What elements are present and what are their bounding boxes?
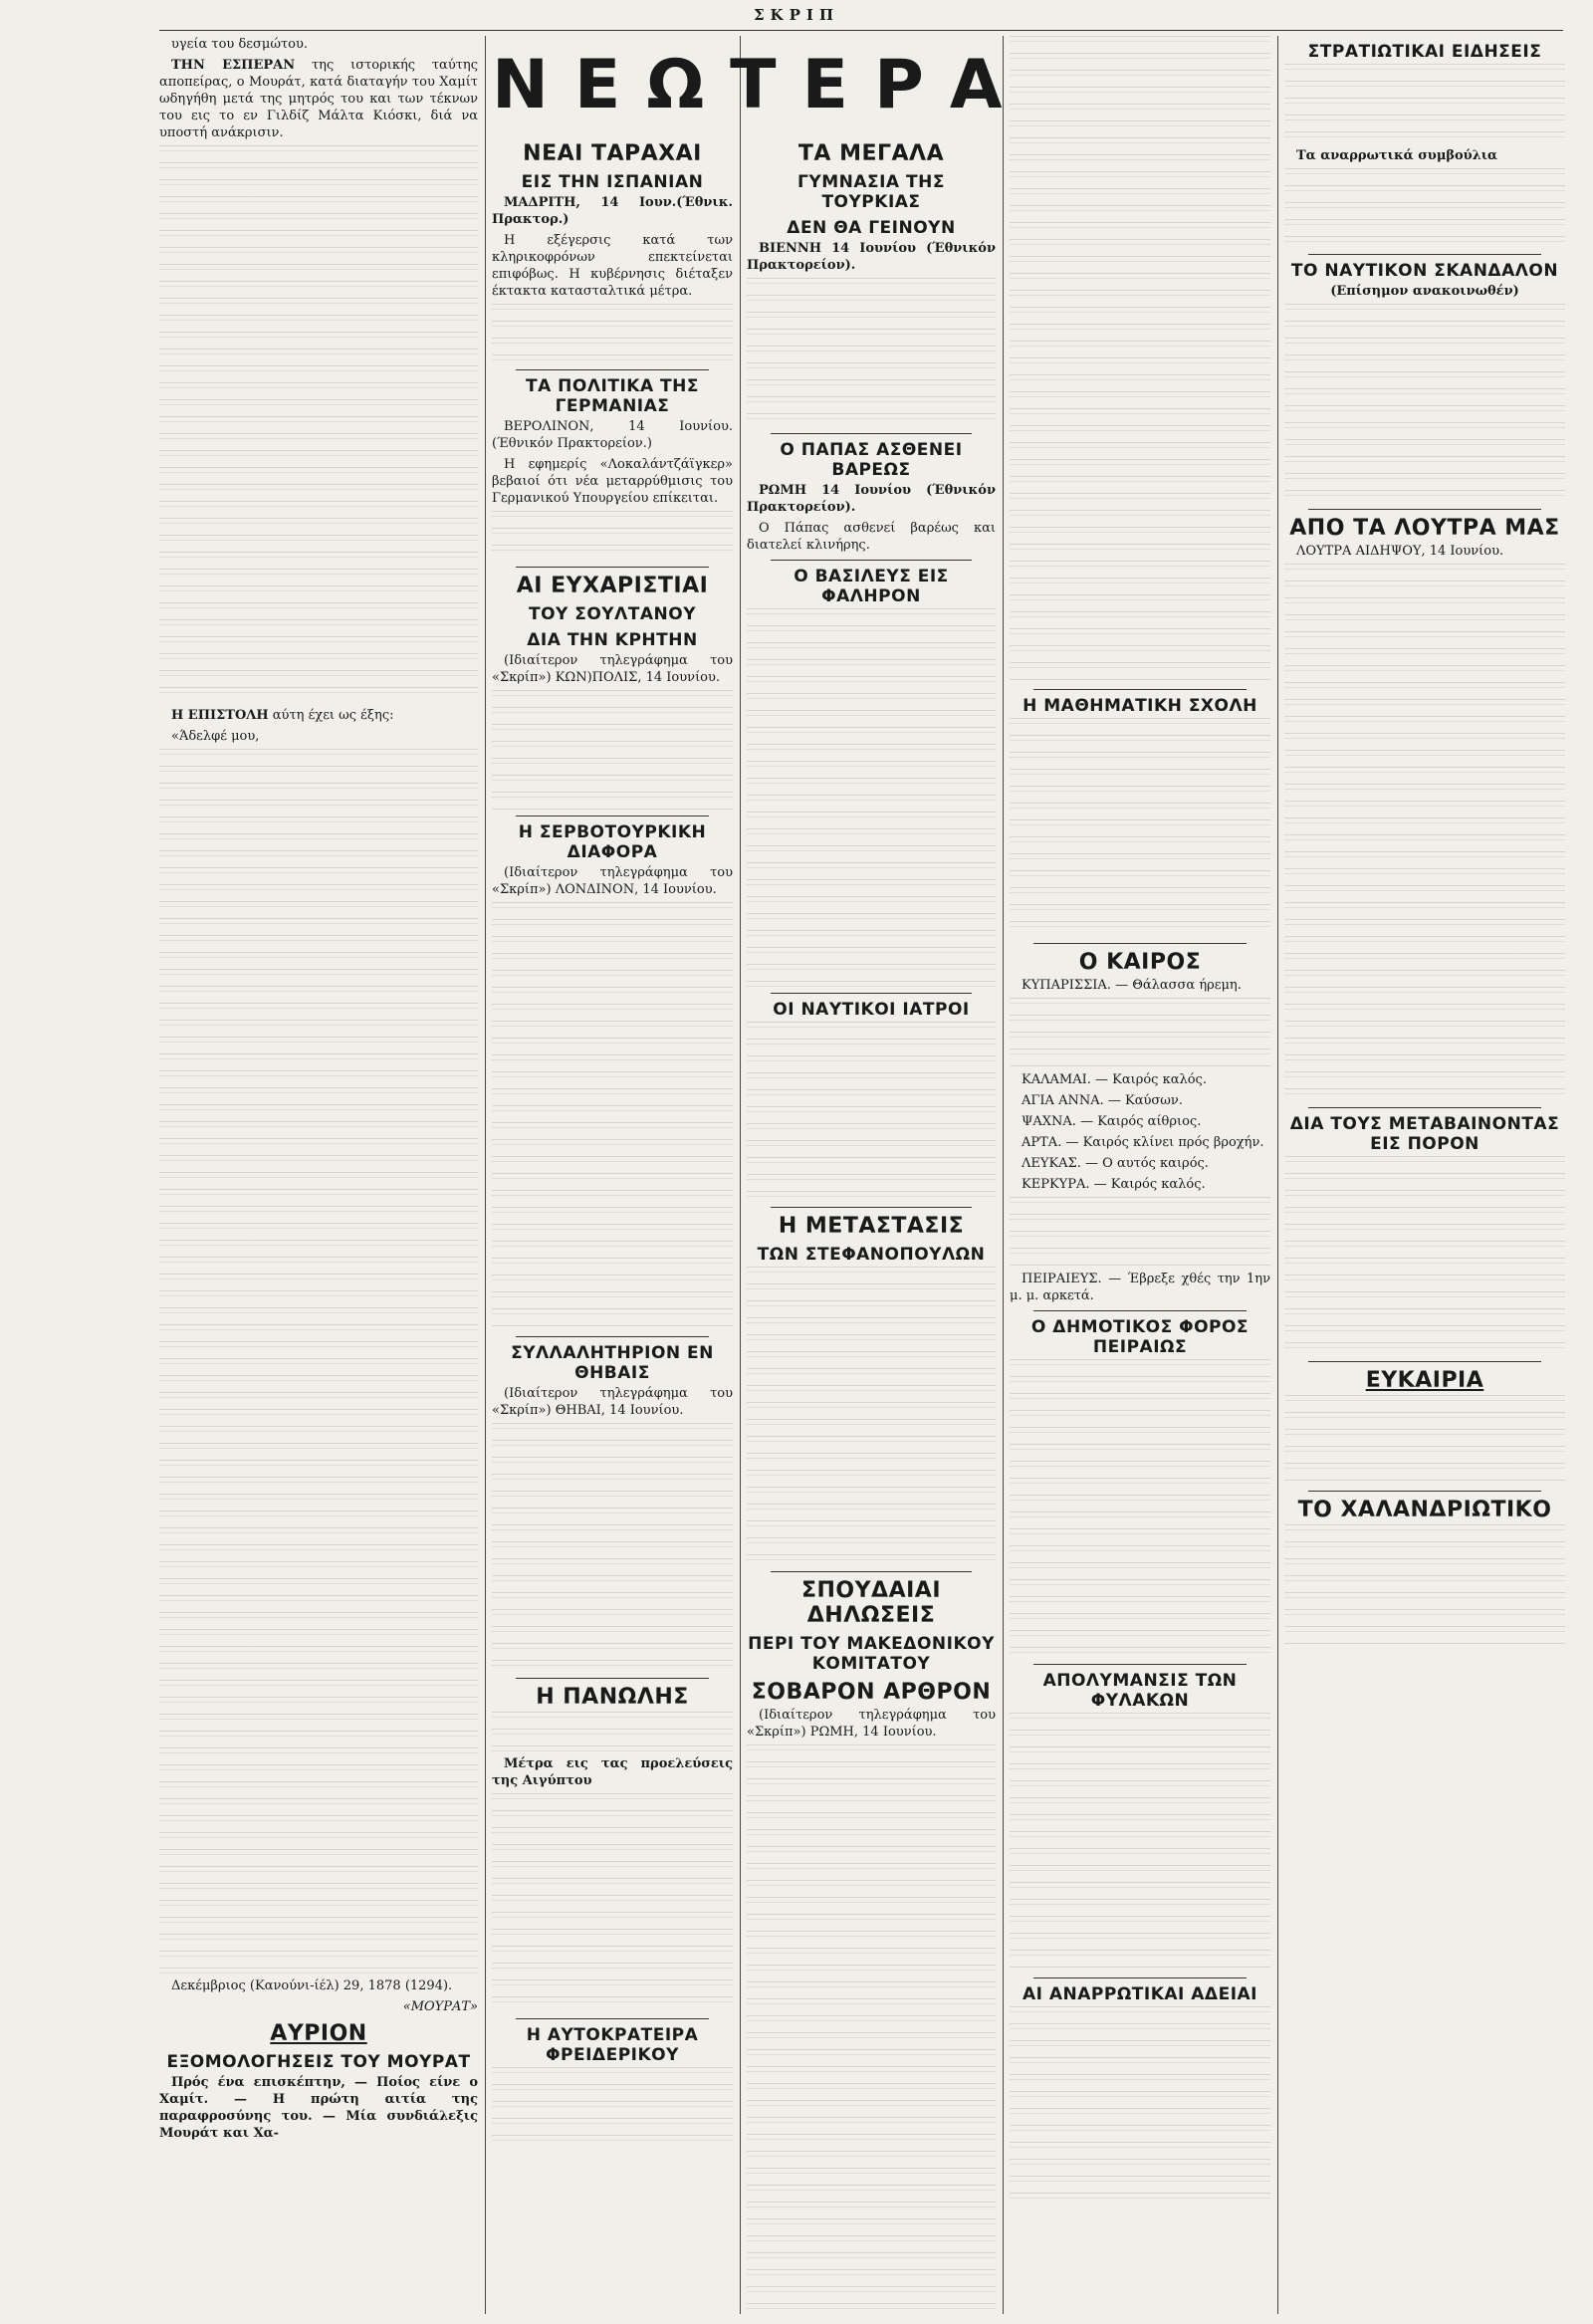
article-text: Η εξέγερσις κατά των κληρικοφρόνων επεκτείνεται επιφόβως. Η κυβέρνησις διέταξεν έκτακτα κατασταλτικά μέτρα.	[492, 233, 733, 299]
subheadline: Μέτρα εις τας προελεύσεις της Αιγύπτου	[492, 1756, 733, 1788]
dateline: ΜΑΔΡΙΤΗ, 14 Ιουν.(Έθνικ. Πρακτορ.)	[492, 195, 733, 227]
divider	[1308, 1491, 1541, 1492]
headline: Η ΣΕΡΒΟΤΟΥΡΚΙΚΗ ΔΙΑΦΟΡΑ	[518, 822, 707, 862]
headline-sub: ΣΟΒΑΡΟΝ ΑΡΘΡΟΝ	[751, 1680, 992, 1705]
body-text-block	[1284, 1395, 1565, 1485]
weather-report: ΛΕΥΚΑΣ. — Ο αυτός καιρός.	[1022, 1156, 1209, 1171]
headline: Ο ΔΗΜΟΤΙΚΟΣ ΦΟΡΟΣ ΠΕΙΡΑΙΩΣ	[1030, 1317, 1250, 1357]
body-text-block	[747, 278, 996, 427]
column-2	[492, 135, 733, 2314]
headline: Η ΠΑΝΩΛΗΣ	[536, 1685, 689, 1710]
dateline: ΛΟΥΤΡΑ ΑΙΔΗΨΟΥ, 14 Ιουνίου.	[1296, 544, 1504, 559]
weather-report: ΠΕΙΡΑΙΕΥΣ. — Έβρεξε χθές την 1ην μ. μ. αρκετά.	[1010, 1272, 1270, 1303]
headline: ΑΙ ΕΥΧΑΡΙΣΤΙΑΙ	[516, 574, 709, 598]
headline-sub: ΤΩΝ ΣΤΕΦΑΝΟΠΟΥΛΩΝ	[757, 1245, 986, 1265]
article-text: Η εφημερίς «Λοκαλάντζάϊγκερ» βεβαιοί ότι νέα μεταρρύθμισις του Γερμανικού Υπουργείου επίκειται.	[492, 457, 733, 506]
letter-salutation: «Άδελφέ μου,	[171, 729, 260, 744]
column-3	[747, 135, 996, 2314]
body-text-block	[492, 1793, 733, 2012]
body-text-block	[1284, 304, 1565, 503]
divider	[516, 815, 709, 816]
divider	[1033, 1977, 1247, 1978]
body-text-block	[1010, 2006, 1270, 2206]
body-text-block	[492, 1712, 733, 1751]
headline-sub: ΕΙΣ ΤΗΝ ΙΣΠΑΝΙΑΝ	[521, 172, 704, 192]
headline: Ο ΠΑΠΑΣ ΑΣΘΕΝΕΙ ΒΑΡΕΩΣ	[780, 440, 963, 480]
column-5	[1284, 36, 1565, 2314]
body-text-block	[159, 749, 478, 1974]
headline: ΤΑ ΠΟΛΙΤΙΚΑ ΤΗΣ ΓΕΡΜΑΝΙΑΣ	[526, 376, 699, 416]
weather-report: ΚΑΛΑΜΑΙ. — Καιρός καλός.	[1022, 1072, 1207, 1087]
divider	[1033, 943, 1247, 944]
body-text-block	[1284, 564, 1565, 1101]
divider	[1308, 1107, 1541, 1108]
weather-report: ΚΥΠΑΡΙΣΣΙΑ. — Θάλασσα ήρεμη.	[1022, 978, 1242, 993]
divider	[771, 993, 972, 994]
divider	[516, 1336, 709, 1337]
divider	[516, 1678, 709, 1679]
subheadline: (Επίσημον ανακοινωθέν)	[1330, 284, 1519, 299]
divider	[516, 2018, 709, 2019]
body-text-block	[1010, 36, 1270, 683]
divider	[1308, 254, 1541, 255]
weather-report: ΑΡΤΑ. — Καιρός κλίνει πρός βροχήν.	[1022, 1135, 1264, 1150]
dateline: (Ιδιαίτερον τηλεγράφημα του «Σκρίπ») ΡΩΜΗ, 14 Ιουνίου.	[747, 1708, 996, 1740]
body-text-block	[1284, 64, 1565, 143]
column-1	[159, 36, 478, 2314]
divider	[516, 369, 709, 370]
subheadline: Τα αναρρωτικά συμβούλια	[1296, 148, 1498, 163]
body-text-block	[1284, 1524, 1565, 1644]
headline: ΑΙ ΑΝΑΡΡΩΤΙΚΑΙ ΑΔΕΙΑΙ	[1022, 1984, 1258, 2004]
continued-text: υγεία του δεσμώτου.	[171, 37, 309, 52]
paragraph-text: αύτη έχει ως έξης:	[272, 708, 394, 723]
dateline: (Ιδιαίτερον τηλεγράφημα του «Σκρίπ») ΛΟΝΔΙΝΟΝ, 14 Ιουνίου.	[492, 865, 733, 897]
weather-report: ΚΕΡΚΥΡΑ. — Καιρός καλός.	[1022, 1177, 1206, 1192]
headline: ΣΥΛΛΑΛΗΤΗΡΙΟΝ ΕΝ ΘΗΒΑΙΣ	[511, 1343, 714, 1383]
body-text-block	[492, 2067, 733, 2147]
running-head: ΣΚΡΙΠ	[753, 6, 840, 24]
divider	[1033, 1310, 1247, 1311]
body-text-block	[747, 1267, 996, 1565]
lead-word: Η ΕΠΙΣΤΟΛΗ	[171, 708, 269, 723]
headline: ΤΑ ΜΕΓΑΛΑ	[797, 141, 945, 166]
article-text: Ο Πάπας ασθενεί βαρέως και διατελεί κλινήρης.	[747, 521, 996, 553]
headline: ΣΤΡΑΤΙΩΤΙΚΑΙ ΕΙΔΗΣΕΙΣ	[1307, 42, 1542, 62]
body-text-block	[747, 608, 996, 987]
body-text-block	[747, 1744, 996, 2314]
lead-word: ΤΗΝ ΕΣΠΕΡΑΝ	[171, 58, 296, 73]
divider	[516, 567, 709, 568]
headline-sub: ΤΟΥ ΣΟΥΛΤΑΝΟΥ	[528, 604, 697, 624]
body-text-block	[1010, 1197, 1270, 1267]
article-paragraph	[159, 707, 478, 724]
dateline: ΒΙΕΝΝΗ 14 Ιουνίου (Έθνικόν Πρακτορείον).	[747, 241, 996, 273]
headline: ΤΟ ΝΑΥΤΙΚΟΝ ΣΚΑΝΔΑΛΟΝ	[1290, 261, 1559, 281]
paragraph-text: της ιστορικής ταύτης αποπείρας, ο Μουράτ, κατά διαταγήν του Χαμίτ ωδηγήθη μετά της μητρός του και των τέκνων του εις το εν Γιλδίζ Μάλτα Κιόσκι, διά να υποστή ανάκρισιν.	[159, 58, 478, 140]
column-4	[1010, 36, 1270, 2314]
body-text-block	[747, 1022, 996, 1201]
body-text-block	[1010, 718, 1270, 937]
body-text-block	[492, 304, 733, 363]
body-text-block	[159, 145, 478, 703]
headline: Ο ΚΑΙΡΟΣ	[1078, 950, 1202, 975]
column-divider	[740, 36, 741, 2314]
headline: ΑΠΟΛΥΜΑΝΣΙΣ ΤΩΝ ΦΥΛΑΚΩΝ	[1042, 1671, 1238, 1711]
masthead-title: ΝΕΩΤΕΡΑ	[492, 46, 1028, 124]
body-text-block	[492, 690, 733, 810]
teaser-text: Πρός ένα επισκέπτην, — Ποίος είνε ο Χαμίτ. — Η πρώτη αιτία της παραφροσύνης του. — Μία συνδιάλεξις Μουράτ και Χα-	[159, 2075, 478, 2141]
headline: Η ΜΑΘΗΜΑΤΙΚΗ ΣΧΟΛΗ	[1023, 696, 1257, 716]
body-text-block	[1284, 168, 1565, 248]
headline: Η ΜΕΤΑΣΤΑΣΙΣ	[778, 1214, 965, 1239]
body-text-block	[492, 902, 733, 1330]
headline-sub: ΓΥΜΝΑΣΙΑ ΤΗΣ ΤΟΥΡΚΙΑΣ	[797, 172, 945, 212]
body-text-block	[1010, 1713, 1270, 1972]
column-divider	[485, 36, 486, 2314]
headline: ΟΙ ΝΑΥΤΙΚΟΙ ΙΑΤΡΟΙ	[773, 1000, 970, 1020]
headline: ΕΥΚΑΙΡΙΑ	[1365, 1368, 1484, 1393]
dateline: ΒΕΡΟΛΙΝΟΝ, 14 Ιουνίου. (Έθνικόν Πρακτορείον.)	[492, 419, 733, 451]
letter-date: Δεκέμβριος (Κανούνι-ίέλ) 29, 1878 (1294).	[171, 1978, 453, 1993]
divider	[1308, 509, 1541, 510]
dateline: (Ιδιαίτερον τηλεγράφημα του «Σκρίπ») ΚΩΝ)ΠΟΛΙΣ, 14 Ιουνίου.	[492, 653, 733, 685]
dateline: ΡΩΜΗ 14 Ιουνίου (Έθνικόν Πρακτορείον).	[747, 483, 996, 515]
body-text-block	[492, 511, 733, 561]
divider	[771, 1207, 972, 1208]
body-text-block	[1010, 1359, 1270, 1658]
article-paragraph	[159, 57, 478, 141]
divider	[771, 1571, 972, 1572]
divider	[771, 560, 972, 561]
dateline: (Ιδιαίτερον τηλεγράφημα του «Σκρίπ») ΘΗΒΑΙ, 14 Ιουνίου.	[492, 1386, 733, 1418]
headline: ΝΕΑΙ ΤΑΡΑΧΑΙ	[523, 141, 702, 166]
headline: Η ΑΥΤΟΚΡΑΤΕΙΡΑ ΦΡΕΙΔΕΡΙΚΟΥ	[526, 2025, 699, 2065]
headline-sub: ΠΕΡΙ ΤΟΥ ΜΑΚΕΔΟΝΙΚΟΥ ΚΟΜΙΤΑΤΟΥ	[748, 1634, 995, 1674]
body-text-block	[1284, 1156, 1565, 1355]
headline-sub: ΔΙΑ ΤΗΝ ΚΡΗΤΗΝ	[527, 630, 698, 650]
body-text-block	[1010, 998, 1270, 1067]
headline: ΣΠΟΥΔΑΙΑΙ ΔΗΛΩΣΕΙΣ	[800, 1578, 942, 1628]
weather-report: ΑΓΙΑ ΑΝΝΑ. — Καύσων.	[1022, 1093, 1183, 1108]
letter-signature: «ΜΟΥΡΑΤ»	[402, 1999, 478, 2014]
headline-sub: ΔΕΝ ΘΑ ΓΕΙΝΟΥΝ	[787, 218, 956, 238]
divider	[1033, 689, 1247, 690]
divider	[771, 433, 972, 434]
headline: ΔΙΑ ΤΟΥΣ ΜΕΤΑΒΑΙΝΟΝΤΑΣ ΕΙΣ ΠΟΡΟΝ	[1289, 1114, 1560, 1154]
column-divider	[1277, 36, 1278, 2314]
headline: Ο ΒΑΣΙΛΕΥΣ ΕΙΣ ΦΑΛΗΡΟΝ	[794, 567, 949, 606]
divider	[1033, 1664, 1247, 1665]
body-text-block	[492, 1423, 733, 1672]
section-heading: ΑΥΡΙΟΝ	[270, 2021, 367, 2046]
divider	[1308, 1361, 1541, 1362]
top-rule	[159, 30, 1563, 31]
headline: ΤΟ ΧΑΛΑΝΔΡΙΩΤΙΚΟ	[1297, 1498, 1552, 1522]
section-subheading: ΕΞΟΜΟΛΟΓΗΣΕΙΣ ΤΟΥ ΜΟΥΡΑΤ	[166, 2052, 471, 2072]
headline: ΑΠΟ ΤΑ ΛΟΥΤΡΑ ΜΑΣ	[1289, 516, 1560, 541]
weather-report: ΨΑΧΝΑ. — Καιρός αίθριος.	[1022, 1114, 1202, 1129]
column-divider	[1003, 36, 1004, 2314]
